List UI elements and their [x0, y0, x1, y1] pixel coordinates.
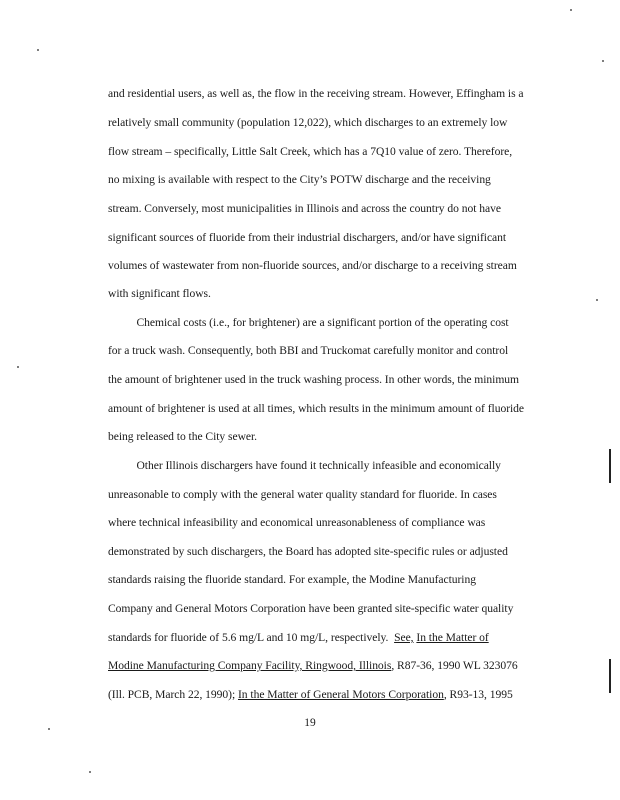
body-line: stream. Conversely, most municipalities in Illinois and across the country do not have [108, 202, 501, 215]
paragraph-start-line: Other Illinois dischargers have found it technically infeasible and economically [108, 459, 501, 472]
scan-speck [570, 9, 572, 11]
citation-text: standards for fluoride of 5.6 mg/L and 10 mg/L, respectively. [108, 631, 395, 644]
case-name: In the Matter of [416, 631, 489, 644]
case-name: In the Matter of General Motors Corporation [238, 688, 444, 701]
citation-line [108, 631, 548, 645]
paragraph-start-line: Chemical costs (i.e., for brightener) are a significant portion of the operating cost [108, 316, 509, 329]
body-line: the amount of brightener used in the truck washing process. In other words, the minimum [108, 373, 520, 386]
citation-text: , R87-36, 1990 WL 323076 [391, 659, 518, 672]
body-line: amount of brightener is used at all times, which results in the minimum amount of fluoride [108, 402, 525, 415]
citation-line [108, 659, 548, 673]
see-signal: See, [394, 631, 414, 644]
body-line: relatively small community (population 12,022), which discharges to an extremely low [108, 116, 508, 129]
body-line: and residential users, as well as, the flow in the receiving stream. However, Effingham is a [108, 87, 524, 100]
body-line: flow stream – specifically, Little Salt Creek, which has a 7Q10 value of zero. Therefore, [108, 145, 513, 158]
revision-bar [609, 449, 611, 483]
citation-line [108, 688, 548, 702]
citation-text: (Ill. PCB, March 22, 1990); [108, 688, 238, 701]
page-number: 19 [304, 717, 316, 729]
body-line: volumes of wastewater from non-fluoride sources, and/or discharge to a receiving stream [108, 259, 517, 272]
revision-bar [609, 659, 611, 693]
body-line: being released to the City sewer. [108, 430, 258, 443]
body-line: demonstrated by such dischargers, the Board has adopted site-specific rules or adjusted [108, 545, 508, 558]
body-line: unreasonable to comply with the general water quality standard for fluoride. In cases [108, 488, 497, 501]
body-line: where technical infeasibility and economical unreasonableness of compliance was [108, 516, 486, 529]
scan-speck [596, 299, 598, 301]
citation-text: , R93-13, 1995 [443, 688, 513, 701]
case-name: Modine Manufacturing Company Facility, Ringwood, Illinois [108, 659, 392, 672]
scan-speck [17, 366, 19, 368]
body-line: for a truck wash. Consequently, both BBI and Truckomat carefully monitor and control [108, 344, 509, 357]
body-line: no mixing is available with respect to the City’s POTW discharge and the receiving [108, 173, 491, 186]
scan-speck [37, 49, 39, 51]
body-line: significant sources of fluoride from their industrial dischargers, and/or have significant [108, 231, 507, 244]
scan-speck [602, 60, 604, 62]
body-line: standards raising the fluoride standard. For example, the Modine Manufacturing [108, 573, 476, 586]
body-line: Company and General Motors Corporation have been granted site-specific water quality [108, 602, 514, 615]
body-line: with significant flows. [108, 287, 211, 300]
scan-speck [48, 728, 50, 730]
scan-speck [89, 771, 91, 773]
